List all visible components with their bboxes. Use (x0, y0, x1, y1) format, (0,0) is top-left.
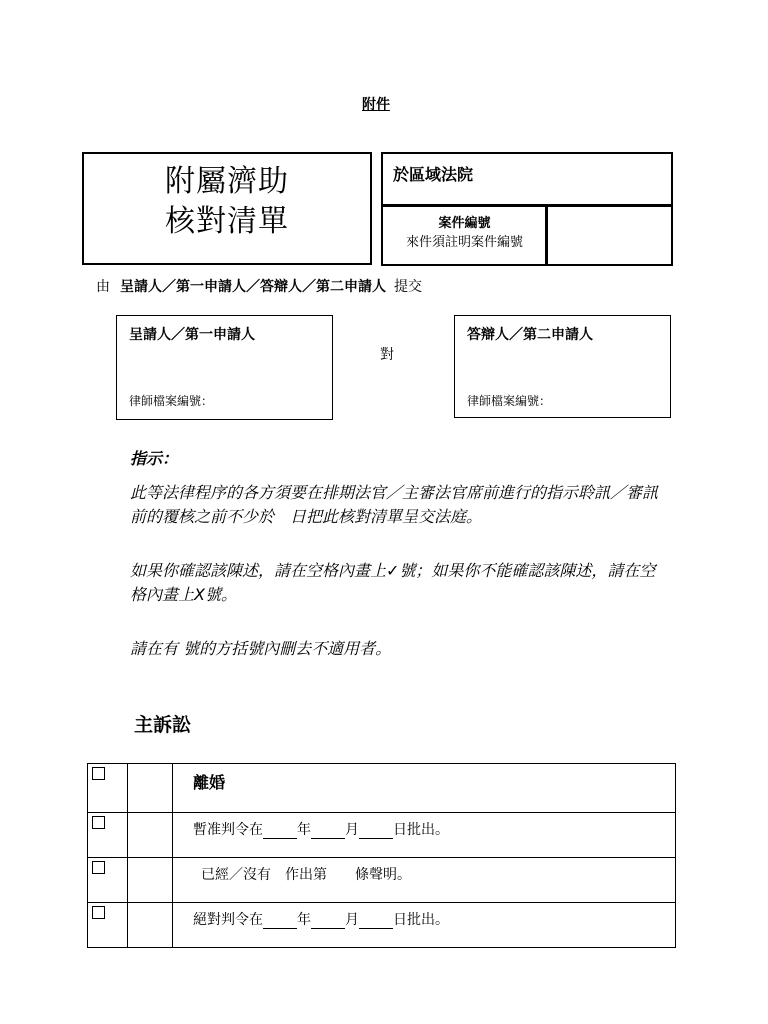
versus-label: 對 (380, 347, 394, 363)
submitted-by-line: 由 呈請人／第一申請人／答辯人／第二申請人 提交 (96, 279, 422, 295)
month-blank[interactable] (311, 914, 345, 929)
court-name-box: 於區域法院 (381, 152, 673, 207)
checkbox[interactable] (92, 906, 105, 919)
form-title-box (82, 152, 372, 265)
section-title: 主訴訟 (134, 714, 192, 736)
respondent-box (454, 315, 671, 418)
table-row (88, 858, 676, 903)
petitioner-solicitor-ref: 律師檔案編號： (129, 394, 214, 408)
form-title-line2: 核對清單 (165, 204, 289, 239)
case-number-box (381, 204, 548, 266)
case-number-label: 案件編號 (438, 216, 491, 231)
instructions-para-3: 請在有 號的方括號內刪去不適用者。 (130, 639, 392, 658)
form-title-line1: 附屬濟助 (165, 164, 289, 199)
row-label: 已經／沒有 作出第 條聲明。 (201, 867, 411, 883)
day-blank[interactable] (359, 824, 393, 839)
respondent-label: 答辯人／第二申請人 (467, 327, 593, 343)
row-label: 暫准判令在 年 月 日批出。 (173, 813, 676, 858)
instructions-para-1: 此等法律程序的各方須要在排期法官／主審法官席前進行的指示聆訊／審訊前的覆核之前不少於 日把此核對清單呈交法庭。 (130, 483, 659, 526)
case-number-field[interactable] (545, 204, 673, 266)
petitioner-box (116, 315, 333, 420)
checkbox[interactable] (92, 861, 105, 874)
checkbox[interactable] (92, 767, 105, 780)
row-label: 絕對判令在 年 月 日批出。 (173, 903, 676, 948)
case-number-note: 來件須註明案件編號 (405, 235, 523, 250)
checklist-table (87, 763, 676, 948)
day-blank[interactable] (359, 914, 393, 929)
month-blank[interactable] (311, 824, 345, 839)
year-blank[interactable] (263, 824, 297, 839)
row-label: 離婚 (193, 773, 226, 792)
respondent-solicitor-ref: 律師檔案編號： (467, 394, 552, 408)
instructions-heading: 指示： (130, 449, 179, 468)
checkbox[interactable] (92, 816, 105, 829)
submitting-parties: 呈請人／第一申請人／答辯人／第二申請人 (120, 279, 386, 295)
table-row (88, 764, 676, 813)
petitioner-label: 呈請人／第一申請人 (129, 327, 255, 343)
instructions-para-2: 如果你確認該陳述，請在空格內畫上✓號；如果你不能確認該陳述，請在空格內畫上X號。 (130, 561, 656, 604)
table-row (88, 813, 676, 858)
annex-label: 附件 (362, 97, 390, 113)
year-blank[interactable] (263, 914, 297, 929)
table-row (88, 903, 676, 948)
